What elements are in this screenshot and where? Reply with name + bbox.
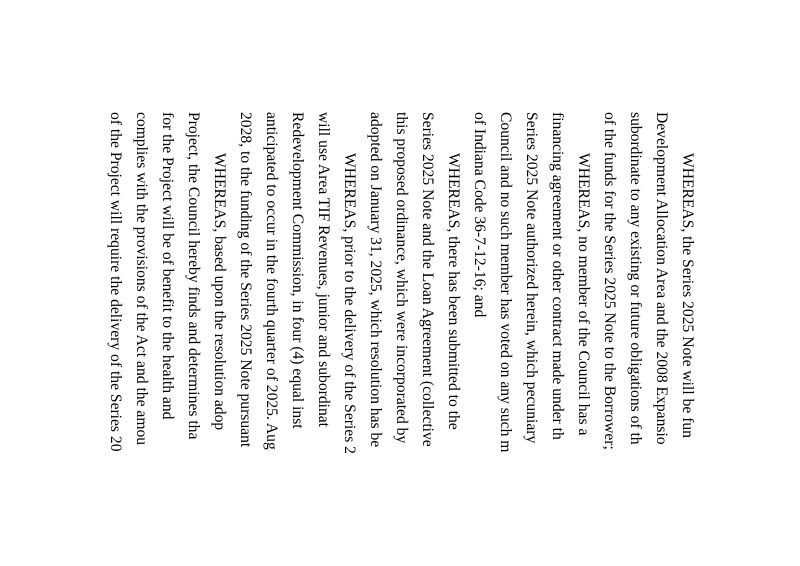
text-line: Series 2025 Note authorized herein, which pecuniary bbox=[523, 112, 540, 444]
text-line: of the funds for the Series 2025 Note to the Borrower; bbox=[601, 112, 618, 450]
text-line: Series 2025 Note and the Loan Agreement (collective bbox=[419, 112, 436, 447]
text-line: WHEREAS, no member of the Council has a bbox=[575, 153, 592, 436]
text-line: of Indiana Code 36-7-12-16; and bbox=[471, 112, 488, 318]
text-line: 2028, to the funding of the Series 2025 Note pursuant bbox=[237, 112, 254, 448]
text-line: subordinate to any existing or future obligations of th bbox=[627, 112, 644, 445]
text-line: complies with the provisions of the Act and the amou bbox=[133, 112, 150, 446]
text-line: financing agreement or other contract made under th bbox=[549, 112, 566, 440]
text-line: will use Area TIF Revenues, junior and subordinat bbox=[315, 112, 332, 427]
text-line: adopted on January 31, 2025, which resolution has be bbox=[367, 112, 384, 448]
text-line: Development Allocation Area and the 2008 Expansio bbox=[653, 112, 670, 445]
text-line: WHEREAS, there has been submitted to the bbox=[445, 153, 462, 430]
text-line: this proposed ordinance, which were incorporated by bbox=[393, 112, 410, 444]
text-line: of the Project will require the delivery of the Series 20 bbox=[107, 112, 124, 452]
text-line: Redevelopment Commission, in four (4) equal inst bbox=[289, 112, 306, 429]
text-line: Project, the Council hereby finds and determines tha bbox=[185, 112, 202, 440]
text-line: WHEREAS, based upon the resolution adop bbox=[211, 153, 228, 431]
text-line: WHEREAS, prior to the delivery of the Series 2 bbox=[341, 153, 358, 454]
text-line: for the Project will be of benefit to the health and bbox=[159, 112, 176, 420]
text-line: Council and no such member has voted on any such m bbox=[497, 112, 514, 453]
text-line: anticipated to occur in the fourth quarter of 2025. Aug bbox=[263, 112, 280, 450]
text-line: WHEREAS, the Series 2025 Note will be fun bbox=[679, 153, 696, 438]
